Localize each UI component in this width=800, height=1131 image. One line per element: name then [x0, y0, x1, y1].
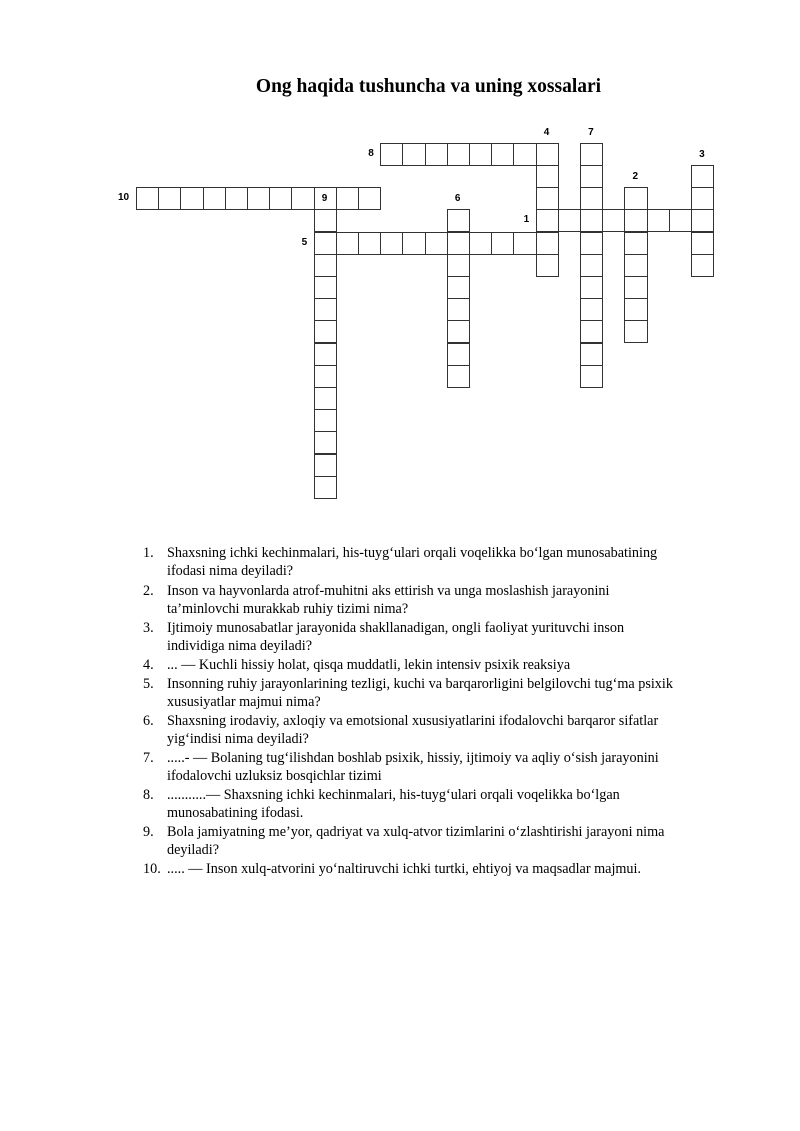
- crossword-cell: [314, 209, 337, 232]
- crossword-cell: [580, 187, 603, 210]
- crossword-cell: [491, 143, 514, 166]
- clue-text: ..... — Inson xulq-atvorini yo‘naltiruvchi ichki turtki, ehtiyoj va maqsadlar majmui.: [167, 861, 642, 877]
- clue-number: 5.: [143, 676, 154, 692]
- crossword-cell: [136, 187, 159, 210]
- crossword-cell: [691, 165, 714, 188]
- crossword-cell: [314, 254, 337, 277]
- crossword-cell: [314, 431, 337, 454]
- crossword-cell: [580, 209, 603, 232]
- crossword-cell: [536, 143, 559, 166]
- crossword-number-8: 8: [368, 147, 374, 159]
- crossword-cell: [580, 254, 603, 277]
- crossword-cell: [158, 187, 181, 210]
- crossword-cell: [580, 320, 603, 343]
- crossword-cell: [536, 254, 559, 277]
- crossword-cell: [691, 254, 714, 277]
- crossword-cell: [314, 232, 337, 255]
- crossword-cell: [336, 187, 359, 210]
- crossword-cell: [491, 232, 514, 255]
- crossword-cell: [580, 143, 603, 166]
- clue-text: Insonning ruhiy jarayonlarining tezligi, kuchi va barqarorligini belgilovchi tug‘ma psixik xususiyatlar majmui nima?: [167, 676, 673, 710]
- crossword-cell: [425, 232, 448, 255]
- crossword-cell: [447, 298, 470, 321]
- crossword-cell: [180, 187, 203, 210]
- crossword-cell: [580, 365, 603, 388]
- crossword-cell: [691, 232, 714, 255]
- crossword-number-6: 6: [454, 193, 461, 205]
- crossword-cell: [536, 209, 559, 232]
- crossword-number-9: 9: [321, 193, 328, 205]
- crossword-cell: [291, 187, 314, 210]
- crossword-cell: [314, 454, 337, 477]
- crossword-cell: [336, 232, 359, 255]
- crossword-cell: [447, 254, 470, 277]
- crossword-cell: [314, 409, 337, 432]
- crossword-cell: [402, 143, 425, 166]
- clue-number: 6.: [143, 713, 154, 729]
- crossword-number-5: 5: [301, 236, 308, 248]
- clue-text: Shaxsning irodaviy, axloqiy va emotsional xususiyatlarini ifodalovchi barqaror sifatlar yig‘indisi nima deyiladi?: [167, 713, 659, 747]
- crossword-cell: [447, 343, 470, 366]
- crossword-cell: [314, 365, 337, 388]
- crossword-cell: [314, 298, 337, 321]
- crossword-number-10: 10: [118, 192, 130, 204]
- clue-text: Ijtimoiy munosabatlar jarayonida shakllanadigan, ongli faoliyat yurituvchi inson individiga nima deyiladi?: [167, 620, 625, 654]
- clue-text: ... — Kuchli hissiy holat, qisqa muddatli, lekin intensiv psixik reaksiya: [167, 657, 571, 673]
- crossword-cell: [580, 343, 603, 366]
- crossword-cell: [203, 187, 226, 210]
- crossword-cell: [536, 232, 559, 255]
- crossword-cell: [380, 143, 403, 166]
- crossword-cell: [380, 232, 403, 255]
- crossword-cell: [624, 187, 647, 210]
- crossword-cell: [469, 143, 492, 166]
- crossword-cell: [602, 209, 625, 232]
- crossword-cell: [624, 276, 647, 299]
- crossword-cell: [447, 276, 470, 299]
- crossword-cell: [624, 232, 647, 255]
- clue-text: Shaxsning ichki kechinmalari, his-tuyg‘ulari orqali voqelikka bo‘lgan munosabatining ifodasi nima deyiladi?: [167, 545, 658, 579]
- crossword-cell: [447, 209, 470, 232]
- crossword-cell: [447, 143, 470, 166]
- clue-number: 8.: [143, 787, 154, 803]
- clue-number: 3.: [143, 620, 154, 636]
- clue-text: Inson va hayvonlarda atrof-muhitni aks ettirish va unga moslashish jarayonini ta’minlovchi murakkab ruhiy tizimi nima?: [167, 583, 610, 617]
- crossword-cell: [314, 343, 337, 366]
- crossword-cell: [447, 232, 470, 255]
- crossword-cell: [580, 165, 603, 188]
- crossword-cell: [425, 143, 448, 166]
- clue-number: 2.: [143, 583, 154, 599]
- crossword-number-7: 7: [588, 126, 594, 138]
- crossword-cell: [314, 476, 337, 499]
- crossword-cell: [314, 387, 337, 410]
- crossword-number-3: 3: [699, 148, 705, 160]
- crossword-cell: [624, 320, 647, 343]
- crossword-cell: [580, 298, 603, 321]
- crossword-cell: [314, 320, 337, 343]
- crossword-cell: [624, 254, 647, 277]
- crossword-cell: [469, 232, 492, 255]
- crossword-number-1: 1: [523, 214, 530, 226]
- crossword-cell: [314, 276, 337, 299]
- crossword-cell: [513, 143, 536, 166]
- crossword-cell: [580, 232, 603, 255]
- crossword-number-2: 2: [632, 171, 639, 183]
- crossword-cell: [447, 320, 470, 343]
- clue-number: 10.: [143, 861, 161, 877]
- crossword-cell: [402, 232, 425, 255]
- crossword-cell: [647, 209, 670, 232]
- crossword-cell: [513, 232, 536, 255]
- crossword-cell: [447, 365, 470, 388]
- crossword-cell: [358, 232, 381, 255]
- crossword-cell: [536, 187, 559, 210]
- crossword-grid: [0, 0, 800, 540]
- crossword-cell: [358, 187, 381, 210]
- clue-text: ...........— Shaxsning ichki kechinmalari, his-tuyg‘ulari orqali voqelikka bo‘lgan munosabatining ifodasi.: [167, 787, 620, 821]
- crossword-cell: [225, 187, 248, 210]
- page-title: Ong haqida tushuncha va uning xossalari: [255, 76, 602, 97]
- clue-number: 9.: [143, 824, 154, 840]
- clue-text: .....- — Bolaning tug‘ilishdan boshlab psixik, hissiy, ijtimoiy va aqliy o‘sish jarayonini ifodalovchi uzluksiz bosqichlar tizimi: [167, 750, 659, 784]
- crossword-cell: [247, 187, 270, 210]
- crossword-cell: [558, 209, 581, 232]
- clue-number: 1.: [143, 545, 154, 561]
- crossword-cell: [536, 165, 559, 188]
- clue-number: 4.: [143, 657, 154, 673]
- crossword-cell: [669, 209, 692, 232]
- crossword-cell: [624, 298, 647, 321]
- crossword-cell: [624, 209, 647, 232]
- clue-text: Bola jamiyatning me’yor, qadriyat va xulq-atvor tizimlarini o‘zlashtirishi jarayoni nima deyiladi?: [167, 824, 665, 858]
- clue-number: 7.: [143, 750, 154, 766]
- crossword-cell: [580, 276, 603, 299]
- crossword-cell: [691, 209, 714, 232]
- crossword-cell: [691, 187, 714, 210]
- crossword-number-4: 4: [543, 126, 550, 138]
- crossword-cell: [269, 187, 292, 210]
